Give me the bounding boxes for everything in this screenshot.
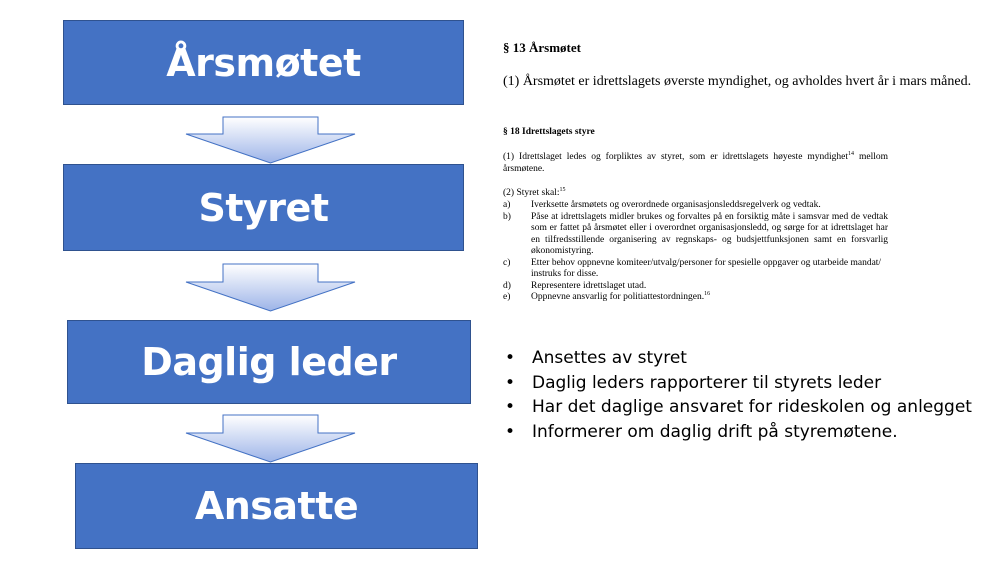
list-item-text: Representere idrettslaget utad.	[531, 280, 647, 291]
footnote-15: 15	[559, 186, 566, 193]
arrow-down-2	[183, 263, 358, 312]
box-styret-label: Styret	[198, 185, 329, 230]
list-item-key: b)	[503, 211, 511, 222]
section-18-p1-end: mellom årsmøtene.	[503, 152, 888, 174]
box-daglig-leder-label: Daglig leder	[141, 340, 397, 384]
box-daglig-leder	[67, 320, 471, 404]
list-item-key: e)	[503, 292, 511, 302]
bullet-item	[505, 395, 972, 420]
section-18-paragraph-1	[503, 152, 888, 175]
list-item-text: Etter behov oppnevne komiteer/utvalg/personer for spesielle oppgaver og utarbeide mandat/ instruks for disse.	[531, 257, 882, 279]
daglig-leder-bullets	[505, 346, 972, 444]
list-item-e-text: Oppnevne ansvarlig for politiattestordningen.	[531, 292, 705, 302]
bullet-item	[505, 420, 972, 445]
section-18-p2-text: (2) Styret skal:	[503, 188, 560, 198]
list-item	[503, 212, 888, 258]
list-item-key: d)	[503, 280, 511, 291]
bullet-dot: •	[505, 397, 516, 418]
section-18-p1-text: (1) Idrettslaget ledes og forpliktes av styret, som er idrettslagets høyeste myndighet	[503, 152, 849, 162]
bullet-text: Har det daglige ansvaret for rideskolen og anlegget	[532, 397, 972, 418]
list-item-key: c)	[503, 257, 511, 268]
list-item	[503, 292, 888, 304]
bullet-dot: •	[505, 421, 516, 442]
footnote-14: 14	[848, 150, 855, 157]
box-arsmotet-label: Årsmøtet	[166, 40, 361, 85]
arrow-down-3	[183, 414, 358, 463]
list-item-key: a)	[503, 200, 511, 210]
bullet-text: Ansettes av styret	[532, 348, 687, 369]
styret-duties-list	[503, 200, 888, 304]
arrow-down-1	[183, 116, 358, 164]
footnote-16: 16	[704, 290, 711, 297]
section-18-title: § 18 Idrettslagets styre	[503, 127, 595, 137]
bullet-item	[505, 346, 972, 371]
bullet-text: Daglig leders rapporterer til styrets leder	[532, 372, 882, 393]
box-styret	[63, 164, 464, 251]
bullet-dot: •	[505, 348, 516, 369]
box-ansatte-label: Ansatte	[194, 484, 359, 528]
box-arsmotet	[63, 20, 464, 105]
list-item-text-e	[531, 292, 888, 304]
list-item	[503, 200, 888, 212]
box-ansatte	[75, 463, 478, 549]
bullet-text: Informerer om daglig drift på styremøtene.	[532, 421, 898, 442]
list-item-text: Iverksette årsmøtets og overordnede organisasjonsleddsregelverk og vedtak.	[531, 200, 821, 210]
list-item	[503, 258, 888, 281]
list-item	[503, 281, 888, 293]
bullet-item	[505, 371, 972, 396]
bullet-dot: •	[505, 372, 516, 393]
list-item-text: Påse at idrettslagets midler brukes og forvaltes på en forsiktig måte i samsvar med de vedtak som er fattet på årsmøtet eller i overordnet organisasjonsledd, og sørge for at idrettslaget har en tilfredsstillende organisering av regnskaps- og budsjettfunksjonen samt en forsvarlig økonomistyring.	[531, 211, 888, 256]
section-13-title: § 13 Årsmøtet	[503, 40, 581, 55]
section-18-paragraph-2	[503, 188, 565, 198]
section-13-text: (1) Årsmøtet er idrettslagets øverste myndighet, og avholdes hvert år i mars måned.	[503, 74, 972, 89]
